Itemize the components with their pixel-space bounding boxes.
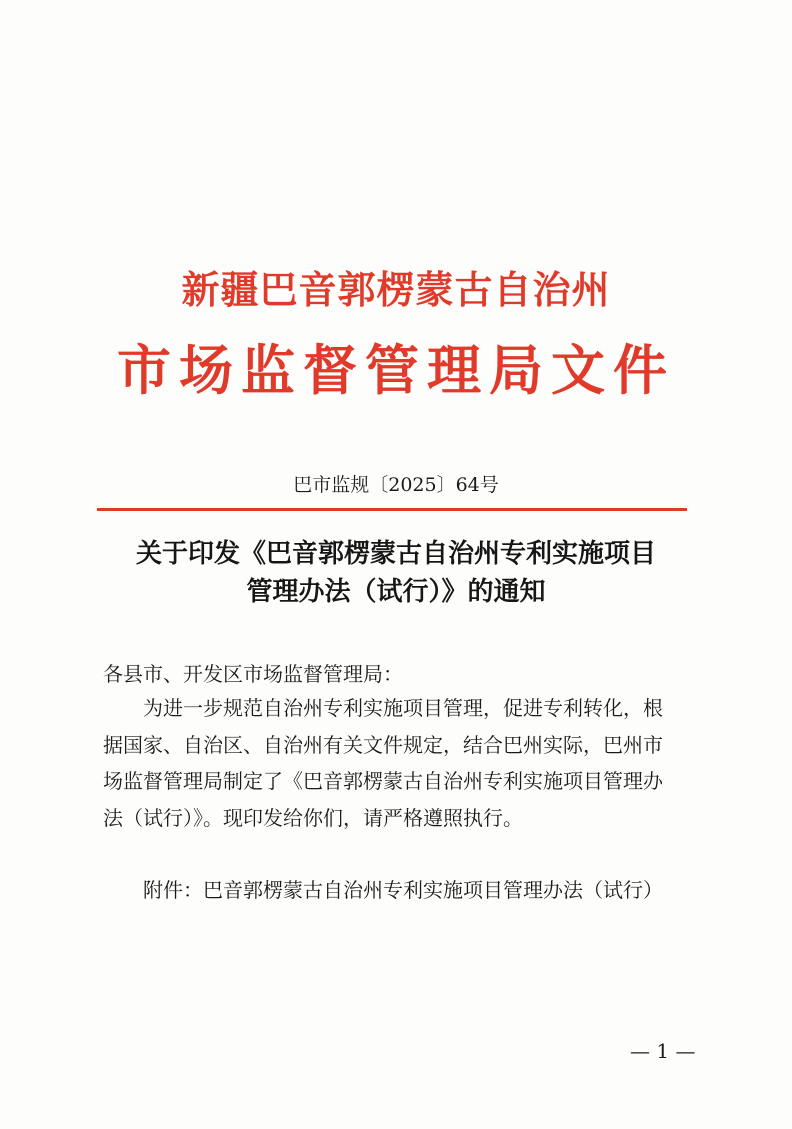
document-title bbox=[80, 535, 712, 611]
page-number: — 1 — bbox=[630, 1039, 696, 1063]
body-line-2: 据国家、自治区、自治州有关文件规定，结合巴州实际，巴州市 bbox=[103, 732, 663, 757]
red-divider-line bbox=[97, 508, 687, 511]
addressee: 各县市、开发区市场监督管理局： bbox=[103, 662, 403, 686]
body-line-1: 为进一步规范自治州专利实施项目管理，促进专利转化，根 bbox=[143, 696, 663, 720]
body-line-4: 法（试行）》。现印发给你们，请严格遵照执行。 bbox=[103, 805, 523, 830]
document-number: 巴市监规〔2025〕64号 bbox=[293, 474, 499, 496]
issuing-authority-line1: 新疆巴音郭楞蒙古自治州 bbox=[181, 267, 611, 312]
title-line-2: 管理办法（试行）》的通知 bbox=[246, 577, 546, 607]
body-paragraph bbox=[103, 690, 709, 836]
issuing-authority-line2: 市场监督管理局文件 bbox=[117, 338, 675, 402]
title-line-1: 关于印发《巴音郭楞蒙古自治州专利实施项目 bbox=[135, 539, 656, 569]
attachment-note: 附件：巴音郭楞蒙古自治州专利实施项目管理办法（试行） bbox=[143, 878, 663, 902]
body-line-3: 场监督管理局制定了《巴音郭楞蒙古自治州专利实施项目管理办 bbox=[103, 769, 663, 793]
